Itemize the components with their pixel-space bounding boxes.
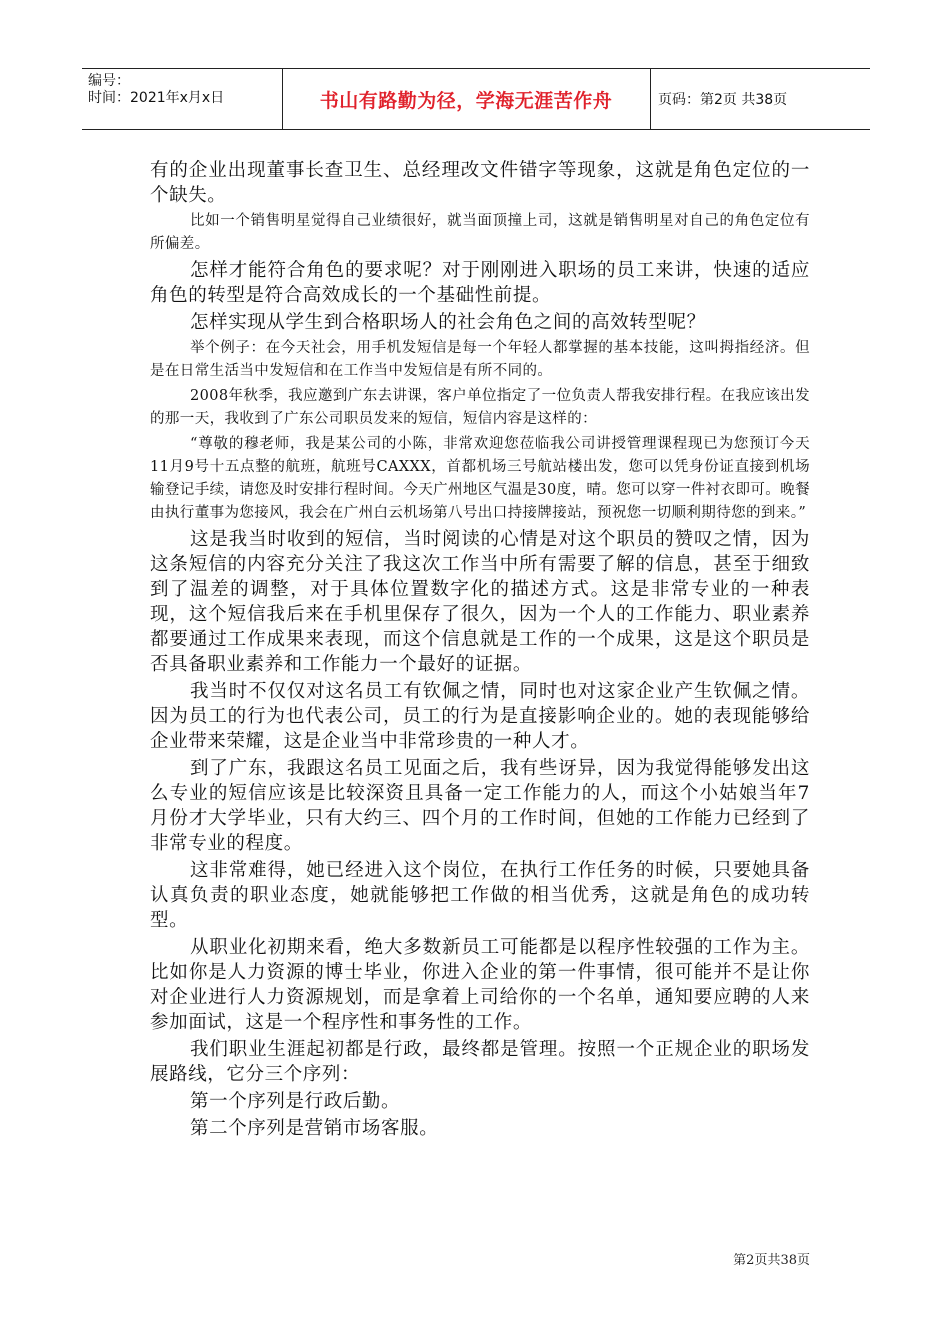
paragraph: 到了广东，我跟这名员工见面之后，我有些讶异，因为我觉得能够发出这么专业的短信应该是比较深资且具备一定工作能力的人，而这个小姑娘当年7月份才大学毕业，只有大约三、四个月的工作时间，但她的工作能力已经到了非常专业的程度。: [150, 758, 810, 854]
paragraph: 我们职业生涯起初都是行政，最终都是管理。按照一个正规企业的职场发展路线，它分三个序列：: [150, 1039, 810, 1085]
paragraph: 有的企业出现董事长查卫生、总经理改文件错字等现象，这就是角色定位的一个缺失。: [150, 160, 810, 206]
paragraph: 怎样才能符合角色的要求呢？对于刚刚进入职场的员工来讲，快速的适应角色的转型是符合高效成长的一个基础性前提。: [150, 260, 810, 306]
document-header: [82, 68, 870, 130]
paragraph: 比如一个销售明星觉得自己业绩很好，就当面顶撞上司，这就是销售明星对自己的角色定位有所偏差。: [150, 213, 810, 252]
paragraph: 这非常难得，她已经进入这个岗位，在执行工作任务的时候，只要她具备认真负责的职业态度，她就能够把工作做的相当优秀，这就是角色的成功转型。: [150, 860, 810, 931]
header-motto: 书山有路勤为径，学海无涯苦作舟: [319, 89, 613, 112]
paragraph: 第二个序列是营销市场客服。: [190, 1118, 439, 1139]
page-footer: 第2页共38页: [733, 1253, 810, 1268]
paragraph: 第一个序列是行政后勤。: [190, 1091, 401, 1112]
number-label: 编号：: [88, 73, 130, 89]
paragraph: 从职业化初期来看，绝大多数新员工可能都是以程序性较强的工作为主。比如你是人力资源的博士毕业，你进入企业的第一件事情，很可能并不是让你对企业进行人力资源规划，而是拿着上司给你的一个名单，通知要应聘的人来参加面试，这是一个程序性和事务性的工作。: [150, 937, 810, 1033]
header-divider: [650, 69, 651, 129]
time-label: 时间：2021年x月x日: [88, 90, 225, 106]
header-meta: [88, 73, 278, 107]
document-body: [150, 156, 810, 1141]
paragraph: 怎样实现从学生到合格职场人的社会角色之间的高效转型呢？: [190, 312, 706, 333]
header-page-info: 页码：第2页 共38页: [658, 92, 788, 108]
paragraph: 举个例子：在今天社会，用手机发短信是每一个年轻人都掌握的基本技能，这叫拇指经济。但是在日常生活当中发短信和在工作当中发短信是有所不同的。: [150, 340, 810, 379]
paragraph: 我当时不仅仅对这名员工有钦佩之情，同时也对这家企业产生钦佩之情。因为员工的行为也代表公司，员工的行为是直接影响企业的。她的表现能够给企业带来荣耀，这是企业当中非常珍贵的一种人才。: [150, 681, 810, 752]
paragraph: 2008年秋季，我应邀到广东去讲课，客户单位指定了一位负责人帮我安排行程。在我应该出发的那一天，我收到了广东公司职员发来的短信，短信内容是这样的：: [150, 388, 810, 427]
paragraph: “尊敬的穆老师，我是某公司的小陈，非常欢迎您莅临我公司讲授管理课程现已为您预订今天11月9号十五点整的航班，航班号CAXXX，首都机场三号航站楼出发，您可以凭身份证直接到机场输登记手续，请您及时安排行程时间。今天广州地区气温是30度，晴。您可以穿一件衬衣即可。晚餐由执行董事为您接风，我会在广州白云机场第八号出口持接牌接站，预祝您一切顺利期待您的到来。”: [150, 436, 810, 521]
paragraph: 这是我当时收到的短信，当时阅读的心情是对这个职员的赞叹之情，因为这条短信的内容充分关注了我这次工作当中所有需要了解的信息，甚至于细致到了温差的调整，对于具体位置数字化的描述方式。这是非常专业的一种表现，这个短信我后来在手机里保存了很久，因为一个人的工作能力、职业素养都要通过工作成果来表现，而这个信息就是工作的一个成果，这是这个职员是否具备职业素养和工作能力一个最好的证据。: [150, 529, 810, 675]
